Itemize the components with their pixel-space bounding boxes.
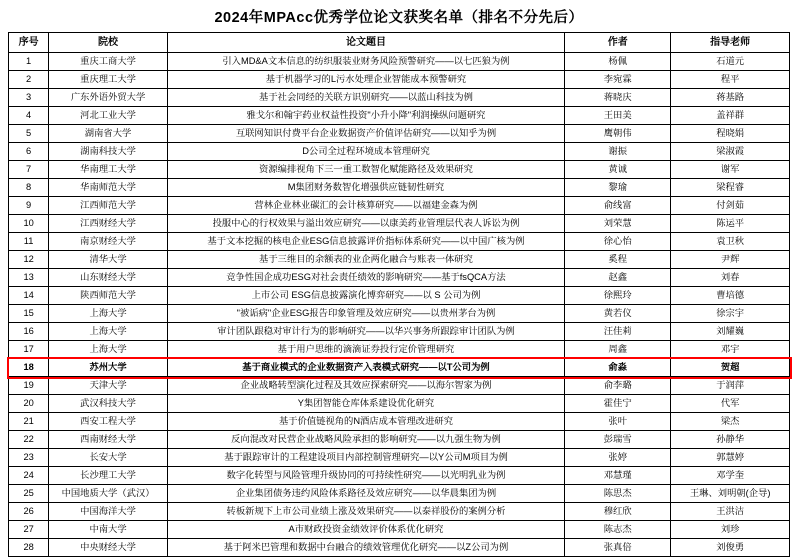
table-cell-no: 7	[9, 161, 49, 179]
page-title: 2024年MPAcc优秀学位论文获奖名单（排名不分先后）	[214, 10, 584, 26]
table-cell-university: 苏州大学	[49, 359, 168, 377]
table-row	[9, 215, 790, 233]
table-cell-thesis-title: 投服中心的行权效果与溢出效应研究——以康美药业管理层代表人诉讼为例	[167, 215, 564, 233]
table-cell-advisor: 郭慧婷	[671, 449, 790, 467]
table-cell-university: 中央财经大学	[49, 539, 168, 557]
table-cell-author: 奚程	[565, 251, 671, 269]
table-cell-author: 俞线富	[565, 197, 671, 215]
table-cell-advisor: 邓学奎	[671, 467, 790, 485]
table-row	[9, 305, 790, 323]
table-cell-thesis-title: 竞争性国企成功ESG对社会责任绩效的影响研究——基于fsQCA方法	[167, 269, 564, 287]
table-cell-no: 23	[9, 449, 49, 467]
table-cell-author: 汪佳莉	[565, 323, 671, 341]
table-cell-university: 长安大学	[49, 449, 168, 467]
table-cell-thesis-title: 互联网知识付费平台企业数据资产价值评估研究——以知乎为例	[167, 125, 564, 143]
table-cell-author: 穆红欣	[565, 503, 671, 521]
table-cell-thesis-title: 基于社会同经的关联方识别研究——以蓝山科技为例	[167, 89, 564, 107]
table-cell-author: 陈思杰	[565, 485, 671, 503]
table-cell-no: 18	[9, 359, 49, 377]
table-cell-advisor: 尹辉	[671, 251, 790, 269]
table-cell-advisor: 贺超	[671, 359, 790, 377]
column-header-thesis-title: 论文题目	[167, 33, 564, 53]
table-row	[9, 53, 790, 71]
table-row	[9, 161, 790, 179]
table-cell-thesis-title: 数字化转型与风险管理升级协同的可持续性研究——以光明乳业为例	[167, 467, 564, 485]
table-cell-thesis-title: 反向混改对民营企业战略风险承担的影响研究——以九强生物为例	[167, 431, 564, 449]
table-cell-no: 1	[9, 53, 49, 71]
table-cell-thesis-title: 资源编排视角下三一重工数智化赋能路径及效果研究	[167, 161, 564, 179]
table-cell-author: 黄若仪	[565, 305, 671, 323]
table-cell-author: 俞李璐	[565, 377, 671, 395]
table-cell-author: 李宛霖	[565, 71, 671, 89]
column-header-no: 序号	[9, 33, 49, 53]
table-cell-thesis-title: A市财政投资金绩效评价体系优化研究	[167, 521, 564, 539]
table-cell-no: 28	[9, 539, 49, 557]
table-row	[9, 143, 790, 161]
table-cell-university: 上海大学	[49, 305, 168, 323]
table-cell-no: 11	[9, 233, 49, 251]
table-cell-thesis-title: Y集团智能仓库体系建设优化研究	[167, 395, 564, 413]
table-cell-author: 蒋晓庆	[565, 89, 671, 107]
table-cell-no: 25	[9, 485, 49, 503]
table-cell-university: 南京财经大学	[49, 233, 168, 251]
table-row	[9, 503, 790, 521]
table-cell-advisor: 梁杰	[671, 413, 790, 431]
table-cell-author: 黎瑜	[565, 179, 671, 197]
table-cell-university: 湖南省大学	[49, 125, 168, 143]
table-cell-author: 谢振	[565, 143, 671, 161]
table-cell-no: 19	[9, 377, 49, 395]
table-row	[9, 395, 790, 413]
table-cell-no: 9	[9, 197, 49, 215]
table-cell-no: 14	[9, 287, 49, 305]
table-body	[9, 53, 790, 557]
table-cell-advisor: 盖祥群	[671, 107, 790, 125]
table-cell-university: 中南大学	[49, 521, 168, 539]
table-cell-thesis-title: 雅戈尔和翰宇药业权益性投资"小升小降"利润操纵问题研究	[167, 107, 564, 125]
table-cell-no: 8	[9, 179, 49, 197]
table-cell-university: 华南理工大学	[49, 161, 168, 179]
table-cell-thesis-title: 基于阿米巴管理和数据中台融合的绩效管理优化研究——以Z公司为例	[167, 539, 564, 557]
table-cell-thesis-title: 转板新规下上市公司业绩上涨及效果研究——以泰祥股份的案例分析	[167, 503, 564, 521]
table-cell-advisor: 王洪洁	[671, 503, 790, 521]
table-cell-no: 13	[9, 269, 49, 287]
table-cell-author: 杨佩	[565, 53, 671, 71]
table-cell-advisor: 梁淑霞	[671, 143, 790, 161]
table-cell-no: 3	[9, 89, 49, 107]
table-cell-thesis-title: 基于三维目的余额表的业企两化融合与账表一体研究	[167, 251, 564, 269]
table-cell-no: 24	[9, 467, 49, 485]
table-cell-university: 武汉科技大学	[49, 395, 168, 413]
table-cell-university: 山东财经大学	[49, 269, 168, 287]
table-cell-thesis-title: 引入MD&A文本信息的纺织服装业财务风险预警研究——以七匹狼为例	[167, 53, 564, 71]
table-row	[9, 71, 790, 89]
table-row	[9, 89, 790, 107]
table-row	[9, 287, 790, 305]
table-cell-author: 鹰朝伟	[565, 125, 671, 143]
table-cell-author: 徐熙玲	[565, 287, 671, 305]
table-cell-university: 江西财经大学	[49, 215, 168, 233]
table-row	[9, 485, 790, 503]
table-cell-university: 重庆工商大学	[49, 53, 168, 71]
table-cell-no: 2	[9, 71, 49, 89]
table-row	[9, 521, 790, 539]
table-cell-thesis-title: 基于机器学习的L污水处理企业智能成本预警研究	[167, 71, 564, 89]
table-cell-author: 俞淼	[565, 359, 671, 377]
table-cell-thesis-title: D公司全过程环境成本管理研究	[167, 143, 564, 161]
table-cell-author: 张婷	[565, 449, 671, 467]
table-cell-university: 湖南科技大学	[49, 143, 168, 161]
table-row	[9, 341, 790, 359]
table-row	[9, 251, 790, 269]
table-cell-advisor: 谢军	[671, 161, 790, 179]
table-row	[9, 323, 790, 341]
table-cell-advisor: 程晓娟	[671, 125, 790, 143]
table-cell-university: 河北工业大学	[49, 107, 168, 125]
table-cell-university: 中国海洋大学	[49, 503, 168, 521]
table-cell-thesis-title: 上市公司 ESG信息披露演化博弈研究——以 S 公司为例	[167, 287, 564, 305]
table-cell-university: 广东外语外贸大学	[49, 89, 168, 107]
table-cell-advisor: 于润萍	[671, 377, 790, 395]
table-cell-thesis-title: 基于跟踪审计的工程建设项目内部控制管理研究—以Y公司M项目为例	[167, 449, 564, 467]
table-cell-no: 6	[9, 143, 49, 161]
table-cell-thesis-title: 基于价值链视角的N酒店成本管理改进研究	[167, 413, 564, 431]
table-row	[9, 377, 790, 395]
table-row	[9, 107, 790, 125]
table-cell-university: 重庆理工大学	[49, 71, 168, 89]
table-header	[9, 33, 790, 53]
table-cell-no: 21	[9, 413, 49, 431]
table-cell-author: 王田美	[565, 107, 671, 125]
table-cell-author: 陈志杰	[565, 521, 671, 539]
table-cell-university: 陕西师范大学	[49, 287, 168, 305]
table-cell-no: 22	[9, 431, 49, 449]
table-cell-thesis-title: 基于商业模式的企业数据资产入表模式研究——以T公司为例	[167, 359, 564, 377]
table-cell-university: 中国地质大学（武汉）	[49, 485, 168, 503]
table-cell-advisor: 邓宇	[671, 341, 790, 359]
table-cell-advisor: 徐宗宇	[671, 305, 790, 323]
table-cell-thesis-title: "被诟病"企业ESG报告印象管理及效应研究——以贵州茅台为例	[167, 305, 564, 323]
table-cell-university: 华南师范大学	[49, 179, 168, 197]
table-row	[9, 269, 790, 287]
table-cell-advisor: 代军	[671, 395, 790, 413]
table-cell-university: 清华大学	[49, 251, 168, 269]
table-cell-no: 15	[9, 305, 49, 323]
table-cell-advisor: 石道元	[671, 53, 790, 71]
table-row	[9, 233, 790, 251]
table-cell-author: 邓慧瑾	[565, 467, 671, 485]
table-cell-advisor: 蒋基路	[671, 89, 790, 107]
table-cell-no: 4	[9, 107, 49, 125]
table-cell-no: 10	[9, 215, 49, 233]
table-row	[9, 431, 790, 449]
table-cell-author: 黄诚	[565, 161, 671, 179]
table-cell-author: 徐心怡	[565, 233, 671, 251]
table-cell-author: 彭瑞雪	[565, 431, 671, 449]
table-cell-author: 张叶	[565, 413, 671, 431]
table-cell-advisor: 付剑茹	[671, 197, 790, 215]
table-cell-thesis-title: 营林企业林业碳汇的会计核算研究——以福建金森为例	[167, 197, 564, 215]
table-cell-university: 上海大学	[49, 323, 168, 341]
table-cell-no: 17	[9, 341, 49, 359]
table-row	[9, 359, 790, 377]
table-cell-author: 刘荣慧	[565, 215, 671, 233]
table-cell-university: 天津大学	[49, 377, 168, 395]
table-cell-thesis-title: M集团财务数智化增强供应链韧性研究	[167, 179, 564, 197]
table-row	[9, 449, 790, 467]
table-cell-advisor: 陈运平	[671, 215, 790, 233]
column-header-advisor: 指导老师	[671, 33, 790, 53]
table-cell-thesis-title: 基于文本挖掘的核电企业ESG信息披露评价指标体系研究——以中国广核为例	[167, 233, 564, 251]
table-cell-no: 20	[9, 395, 49, 413]
table-cell-advisor: 曹培德	[671, 287, 790, 305]
table-cell-author: 周鑫	[565, 341, 671, 359]
table-cell-author: 霍佳宁	[565, 395, 671, 413]
table-row	[9, 179, 790, 197]
table-row	[9, 467, 790, 485]
table-cell-no: 26	[9, 503, 49, 521]
award-list-table	[8, 32, 790, 557]
table-cell-university: 西南财经大学	[49, 431, 168, 449]
table-cell-no: 5	[9, 125, 49, 143]
table-cell-no: 16	[9, 323, 49, 341]
table-cell-advisor: 刘春	[671, 269, 790, 287]
table-cell-university: 长沙理工大学	[49, 467, 168, 485]
table-cell-advisor: 程平	[671, 71, 790, 89]
table-cell-thesis-title: 企业战略转型演化过程及其效应探索研究——以海尔智家为例	[167, 377, 564, 395]
table-cell-thesis-title: 企业集团债务违约风险体系路径及效应研究——以华晨集团为例	[167, 485, 564, 503]
table-cell-university: 江西师范大学	[49, 197, 168, 215]
table-cell-advisor: 梁程睿	[671, 179, 790, 197]
table-cell-advisor: 刘耀巍	[671, 323, 790, 341]
table-cell-advisor: 王琳、刘明朝(企导)	[671, 485, 790, 503]
table-cell-advisor: 袁卫秋	[671, 233, 790, 251]
table-cell-advisor: 孙静华	[671, 431, 790, 449]
table-cell-university: 上海大学	[49, 341, 168, 359]
column-header-author: 作者	[565, 33, 671, 53]
table-cell-author: 赵鑫	[565, 269, 671, 287]
table-cell-advisor: 刘俊勇	[671, 539, 790, 557]
table-cell-thesis-title: 审计团队跟稳对审计行为的影响研究——以华兴事务所跟踪审计团队为例	[167, 323, 564, 341]
table-row	[9, 197, 790, 215]
table-cell-university: 西安工程大学	[49, 413, 168, 431]
table-row	[9, 539, 790, 557]
column-header-university: 院校	[49, 33, 168, 53]
table-cell-author: 张真倍	[565, 539, 671, 557]
table-header-row	[9, 33, 790, 53]
table-row	[9, 413, 790, 431]
table-cell-no: 27	[9, 521, 49, 539]
table-cell-advisor: 刘珍	[671, 521, 790, 539]
table-cell-no: 12	[9, 251, 49, 269]
table-cell-thesis-title: 基于用户思维的滴滴证券投行定价管理研究	[167, 341, 564, 359]
table-row	[9, 125, 790, 143]
